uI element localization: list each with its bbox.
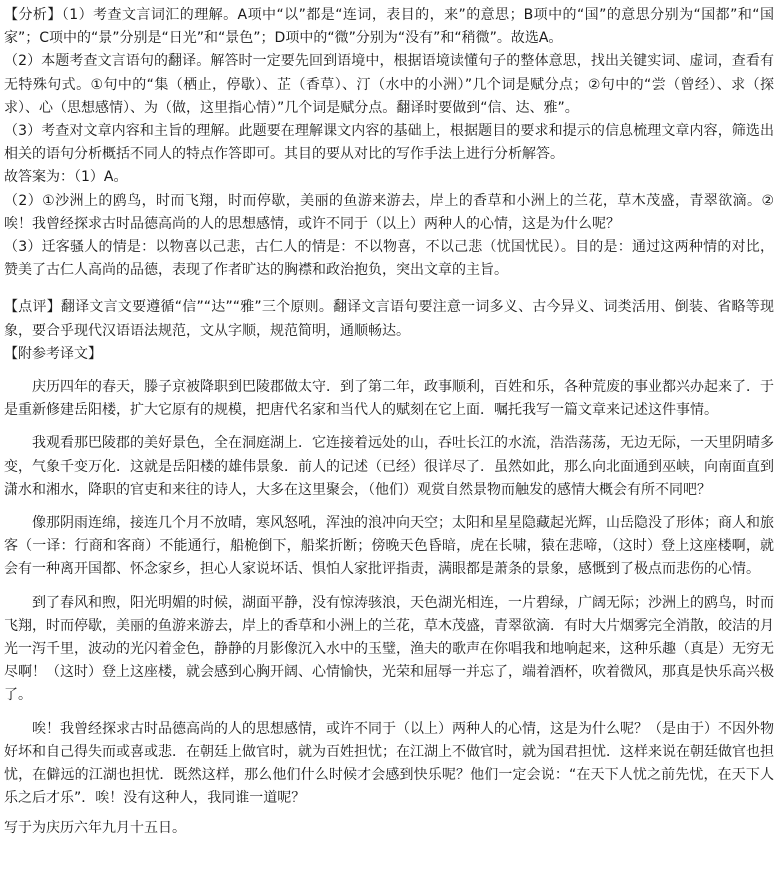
comment-text: 【点评】翻译文言文要遵循“信”“达”“雅”三个原则。翻译文言语句要注意一词多义、古今异义、词类活用、倒装、省略等现象，要合乎现代汉语语法规范，文从字顺，规范简明，通顺畅达。 [4,299,774,339]
translation-paragraph: 到了春风和煦，阳光明媚的时候，湖面平静，没有惊涛骇浪，天色湖光相连，一片碧绿，广阔无际；沙洲上的鸥鸟，时而飞翔，时而停歇，美丽的鱼游来游去，岸上的香草和小洲上的兰花，草木茂盛，青翠欲滴．有时大片烟雾完全消散，皎洁的月光一泻千里，波动的光闪着金色，静静的月影像沉入水中的玉璧，渔夫的歌声在你唱我和地响起来，这种乐趣（真是）无穷无尽啊！（这时）登上这座楼，就会感到心胸开阔、心情愉快，光荣和屈辱一并忘了，端着酒杯，吹着微风，那真是快乐高兴极了。 [4,594,774,704]
translation-paragraph: 我观看那巴陵郡的美好景色，全在洞庭湖上．它连接着远处的山，吞吐长江的水流，浩浩荡荡，无边无际，一天里阴晴多变，气象千变万化．这就是岳阳楼的雄伟景象．前人的记述（已经）很详尽了．虽然如此，那么向北面通到巫峡，向南面直到潇水和湘水，降职的官吏和来往的诗人，大多在这里聚会，（他们）观赏自然景物而触发的感情大概会有所不同吧？ [4,435,774,498]
translation-paragraph: 唉！我曾经探求古时品德高尚的人的思想感情，或许不同于（以上）两种人的心情，这是为什么呢？（是由于）不因外物好坏和自己得失而或喜或悲．在朝廷上做官时，就为百姓担忧；在江湖上不做官时，就为国君担忧．这样来说在朝廷做官也担忧，在僻远的江湖也担忧．既然这样，那么他们什么时候才会感到快乐呢？他们一定会说：“在天下人忧之前先忧，在天下人乐之后才乐”．唉！没有这种人，我同谁一道呢？ [4,720,774,807]
answer-part-2: （2）①沙洲上的鸥鸟，时而飞翔，时而停歇，美丽的鱼游来游去，岸上的香草和小洲上的兰花，草木茂盛，青翠欲滴。②唉！我曾经探求古时品德高尚的人的思想感情，或许不同于（以上）两种人的心情，这是为什么呢？ [4,192,774,232]
answer-part-3: （3）迁客骚人的情是：以物喜以己悲，古仁人的情是：不以物喜，不以己悲（忧国忧民）。目的是：通过这两种情的对比，赞美了古仁人高尚的品德，表现了作者旷达的胸襟和政治抱负，突出文章的主旨。 [4,239,774,279]
analysis-part-3: （3）考查对文章内容和主旨的理解。此题要在理解课文内容的基础上，根据题目的要求和提示的信息梳理文章内容，筛选出相关的语句分析概括不同人的特点作答即可。其目的要从对比的写作手法上进行分析解答。 [4,123,774,163]
translation-section [4,343,774,840]
analysis-part-1: 【分析】（1）考查文言词汇的理解。A项中“以”都是“连词，表目的，来”的意思；B项中的“国”的意思分别为“国都”和“国家”；C项中的“景”分别是“日光”和“景色”；D项中的“微”分别为“没有”和“稍微”。故选A。 [4,7,774,47]
analysis-section [4,4,774,282]
answer-heading: 故答案为：（1）A。 [4,169,128,186]
translation-closing: 写于为庆历六年九月十五日。 [4,819,186,836]
comment-section [4,296,774,342]
translation-paragraph: 像那阴雨连绵，接连几个月不放晴，寒风怒吼，浑浊的浪冲向天空；太阳和星星隐藏起光辉，山岳隐没了形体；商人和旅客（一译：行商和客商）不能通行，船桅倒下，船桨折断；傍晚天色昏暗，虎在长啸，猿在悲啼，（这时）登上这座楼啊，就会有一种离开国都、怀念家乡，担心人家说坏话、惧怕人家批评指责，满眼都是萧条的景象，感慨到了极点而悲伤的心情。 [4,515,774,578]
translation-heading: 【附参考译文】 [4,345,102,362]
translation-paragraph: 庆历四年的春天，滕子京被降职到巴陵郡做太守．到了第二年，政事顺利，百姓和乐，各种荒废的事业都兴办起来了．于是重新修建岳阳楼，扩大它原有的规模，把唐代名家和当代人的赋刻在它上面．嘱托我写一篇文章来记述这件事情。 [4,379,774,419]
analysis-part-2: （2）本题考查文言语句的翻译。解答时一定要先回到语境中，根据语境读懂句子的整体意思，找出关键实词、虚词，查看有无特殊句式。①句中的“集（栖止，停歇）、芷（香草）、汀（水中的小洲）”几个词是赋分点；②句中的“尝（曾经）、求（探求）、心（思想感情）、为（做，这里指心情）”几个词是赋分点。翻译时要做到“信、达、雅”。 [4,53,774,116]
